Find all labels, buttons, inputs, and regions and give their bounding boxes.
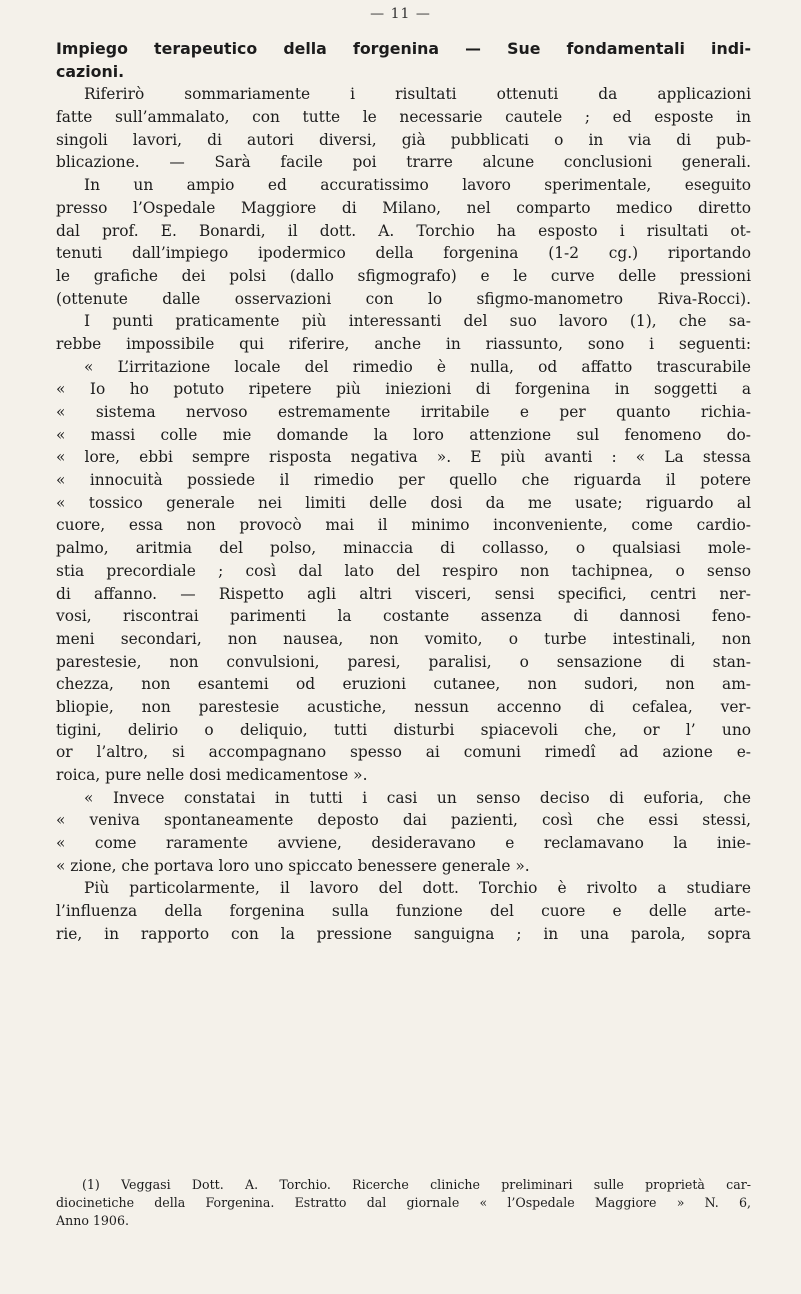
quote-line: « veniva spontaneamente deposto dai pazienti, così che essi stessi, <box>56 811 751 830</box>
quote-line: di affanno. — Rispetto agli altri visceri, sensi specifici, centri ner- <box>56 584 751 603</box>
quote-line: chezza, non esantemi od eruzioni cutanee, non sudori, non am- <box>56 675 751 694</box>
quote-line: tigini, delirio o deliquio, tutti disturbi spiacevoli che, or l’ uno <box>56 720 751 739</box>
text-line: rebbe impossibile qui riferire, anche in riassunto, sono i seguenti: <box>56 334 751 353</box>
text-line: (ottenute dalle osservazioni con lo sfigmo-manometro Riva-Rocci). <box>56 289 751 308</box>
section-heading-line: cazioni. <box>56 61 125 81</box>
text-line: tenuti dall’impiego ipodermico della forgenina (1-2 cg.) riportando <box>56 244 751 263</box>
quote-line: palmo, aritmia del polso, minaccia di collasso, o qualsiasi mole- <box>56 539 751 558</box>
quote-line: « L’irritazione locale del rimedio è nulla, od affatto trascurabile <box>84 357 751 376</box>
quote-line: bliopie, non parestesie acustiche, nessun accenno di cefalea, ver- <box>56 697 751 716</box>
quote-line: or l’altro, si accompagnano spesso ai comuni rimedî ad azione e- <box>56 743 751 762</box>
quote-line: « lore, ebbi sempre risposta negativa ». E più avanti : « La stessa <box>56 448 751 467</box>
text-line: Più particolarmente, il lavoro del dott. Torchio è rivolto a studiare <box>84 879 751 898</box>
text-line: singoli lavori, di autori diversi, già pubblicati o in via di pub- <box>56 130 751 149</box>
quote-line: « innocuità possiede il rimedio per quello che riguarda il potere <box>56 471 751 490</box>
quote-line: parestesie, non convulsioni, paresi, paralisi, o sensazione di stan- <box>56 652 751 671</box>
text-line: fatte sull’ammalato, con tutte le necessarie cautele ; ed esposte in <box>56 108 751 127</box>
quote-line: cuore, essa non provocò mai il minimo inconveniente, come cardio- <box>56 516 751 535</box>
text-line: I punti praticamente più interessanti del suo lavoro (1), che sa- <box>84 312 751 331</box>
page-number: — 11 — <box>370 6 431 22</box>
text-line: l’influenza della forgenina sulla funzione del cuore e delle arte- <box>56 902 751 921</box>
text-line: rie, in rapporto con la pressione sanguigna ; in una parola, sopra <box>56 924 751 943</box>
quote-line: « zione, che portava loro uno spiccato benessere generale ». <box>56 856 530 875</box>
quote-line: « massi colle mie domande la loro attenzione sul fenomeno do- <box>56 425 751 444</box>
quote-line: « Invece constatai in tutti i casi un senso deciso di euforia, che <box>84 788 751 807</box>
footnote-line: (1) Veggasi Dott. A. Torchio. Ricerche cliniche preliminari sulle proprietà car- <box>82 1177 751 1192</box>
quote-line: « sistema nervoso estremamente irritabile e per quanto richia- <box>56 403 751 421</box>
text-line: blicazione. — Sarà facile poi trarre alcune conclusioni generali. <box>56 153 751 172</box>
body-text <box>56 38 751 946</box>
quote-line: « Io ho potuto ripetere più iniezioni di forgenina in soggetti a <box>56 380 751 399</box>
text-line: presso l’Ospedale Maggiore di Milano, nel comparto medico diretto <box>56 198 751 217</box>
quote-line: « come raramente avviene, desideravano e reclamavano la inie- <box>56 834 751 853</box>
quote-line: « tossico generale nei limiti delle dosi da me usate; riguardo al <box>56 493 751 512</box>
section-heading-line: Impiego terapeutico della forgenina — Sue fondamentali indi- <box>56 39 751 58</box>
quote-line: roica, pure nelle dosi medicamentose ». <box>56 766 368 784</box>
footnote <box>56 1176 751 1230</box>
quote-line: stia precordiale ; così dal lato del respiro non tachipnea, o senso <box>56 561 751 580</box>
quote-line: meni secondari, non nausea, non vomito, o turbe intestinali, non <box>56 629 751 648</box>
footnote-line: Anno 1906. <box>56 1213 129 1228</box>
text-line: le grafiche dei polsi (dallo sfigmografo) e le curve delle pressioni <box>56 266 751 285</box>
footnote-line: diocinetiche della Forgenina. Estratto dal giornale « l’Ospedale Maggiore » N. 6, <box>56 1195 751 1210</box>
text-line: In un ampio ed accuratissimo lavoro sperimentale, eseguito <box>84 176 751 195</box>
quote-line: vosi, riscontrai parimenti la costante assenza di dannosi feno- <box>56 607 751 626</box>
text-line: Riferirò sommariamente i risultati ottenuti da applicazioni <box>84 85 751 104</box>
text-line: dal prof. E. Bonardi, il dott. A. Torchio ha esposto i risultati ot- <box>56 221 751 240</box>
